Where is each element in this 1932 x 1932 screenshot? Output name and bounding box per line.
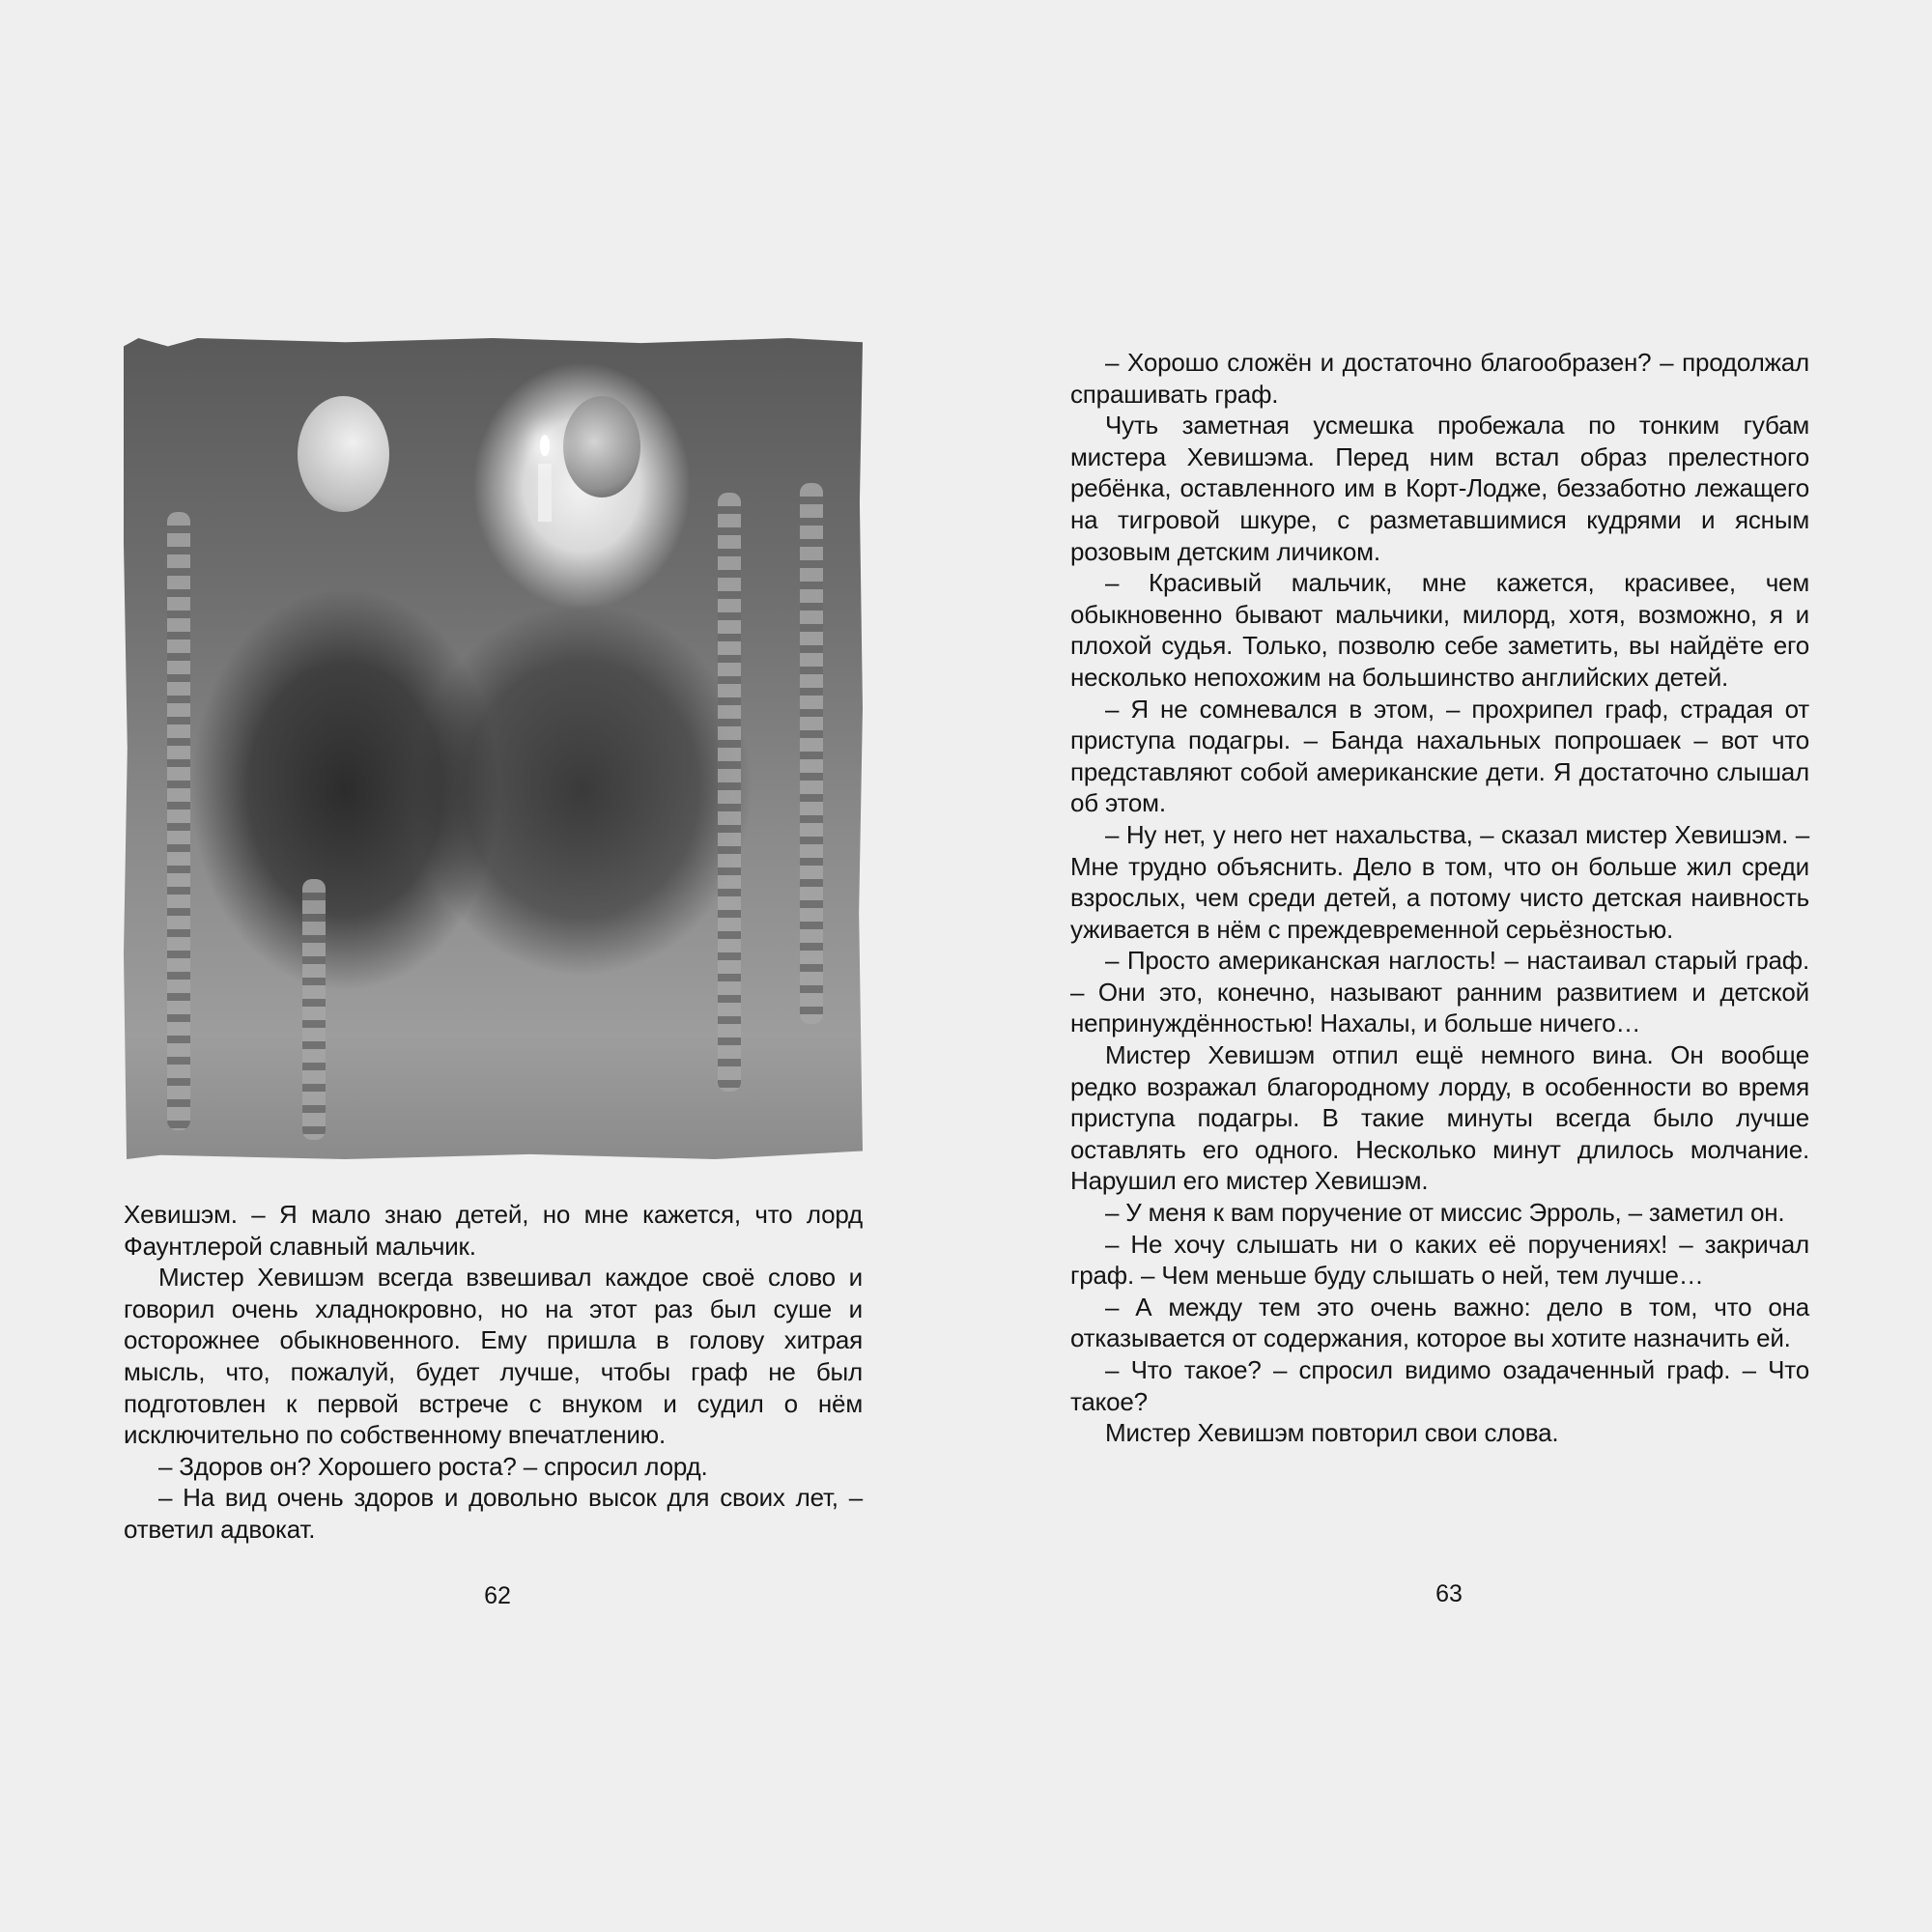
paragraph: – Что такое? – спросил видимо озадаченный граф. – Что такое?: [1070, 1355, 1809, 1416]
paragraph: Хевишэм. – Я мало знаю детей, но мне кажется, что лорд Фаунтлерой славный мальчик.: [124, 1200, 863, 1261]
paragraph: Мистер Хевишэм повторил свои слова.: [1105, 1418, 1559, 1448]
candle-icon: [538, 464, 552, 522]
earl-head: [298, 396, 389, 512]
page-number-right: 63: [1435, 1580, 1463, 1607]
paragraph: – А между тем это очень важно: дело в том, что она отказывается от содержания, которое вы хотите назначить ей.: [1070, 1292, 1809, 1353]
paragraph: – Здоров он? Хорошего роста? – спросил лорд.: [158, 1451, 708, 1481]
paragraph: Мистер Хевишэм отпил ещё немного вина. Он вообще редко возражал благородному лорду, в особенности во время приступа подагры. В такие минуты всегда было лучше оставлять его одного. Несколько минут длилось молчание. Нарушил его мистер Хевишэм.: [1070, 1040, 1809, 1196]
paragraph: – Хорошо сложён и достаточно благообразен? – продолжал спрашивать граф.: [1070, 348, 1809, 409]
paragraph: – На вид очень здоров и довольно высок для своих лет, – ответил адвокат.: [124, 1483, 863, 1544]
illustration-two-men-by-candlelight: [124, 338, 863, 1159]
lawyer-head: [563, 396, 640, 497]
paragraph: – Ну нет, у него нет нахальства, – сказал мистер Хевишэм. – Мне трудно объяснить. Дело в том, что он больше жил среди взрослых, чем среди детей, а потому чисто детская наивность уживается в нём с преждевременной серьёзностью.: [1070, 819, 1809, 944]
chair-post-right-far: [800, 483, 823, 1024]
paragraph: Мистер Хевишэм всегда взвешивал каждое своё слово и говорил очень хладнокровно, но на этот раз был суше и осторожнее обыкновенного. Ему пришла в голову хитрая мысль, что, пожалуй, будет лучше, чтобы граф не был подготовлен к первой встрече с внуком и судил о нём исключительно по собственному впечатлению.: [124, 1263, 863, 1450]
paragraph: – Красивый мальчик, мне кажется, красивее, чем обыкновенно бывают мальчики, милорд, хотя, возможно, я и плохой судья. Только, позволю себе заметить, вы найдёте его несколько непохожим на большинство английских детей.: [1070, 568, 1809, 692]
chair-post-left: [167, 512, 190, 1130]
paragraph: – У меня к вам поручение от миссис Эрроль, – заметил он.: [1105, 1198, 1785, 1228]
right-page-text: [1070, 347, 1809, 1449]
paragraph: – Просто американская наглость! – настаивал старый граф. – Они это, конечно, называют ранним развитием и детской непринуждённостью! Нахалы, и больше ничего…: [1070, 946, 1809, 1038]
chair-post-left-front: [302, 879, 326, 1140]
left-page-text: [124, 1199, 863, 1546]
paragraph: – Не хочу слышать ни о каких её поручениях! – закричал граф. – Чем меньше буду слышать о ней, тем лучше…: [1070, 1229, 1809, 1291]
page-number-left: 62: [484, 1582, 511, 1609]
paragraph: – Я не сомневался в этом, – прохрипел граф, страдая от приступа подагры. – Банда нахальных попрошаек – вот что представляют собой американские дети. Я достаточно слышал об этом.: [1070, 694, 1809, 818]
paragraph: Чуть заметная усмешка пробежала по тонким губам мистера Хевишэма. Перед ним встал образ прелестного ребёнка, оставленного им в Корт-Лодже, беззаботно лежащего на тигровой шкуре, с разметавшимися кудрями и ясным розовым детским личиком.: [1070, 411, 1809, 566]
candle-flame: [540, 435, 550, 456]
chair-post-right: [718, 493, 741, 1092]
